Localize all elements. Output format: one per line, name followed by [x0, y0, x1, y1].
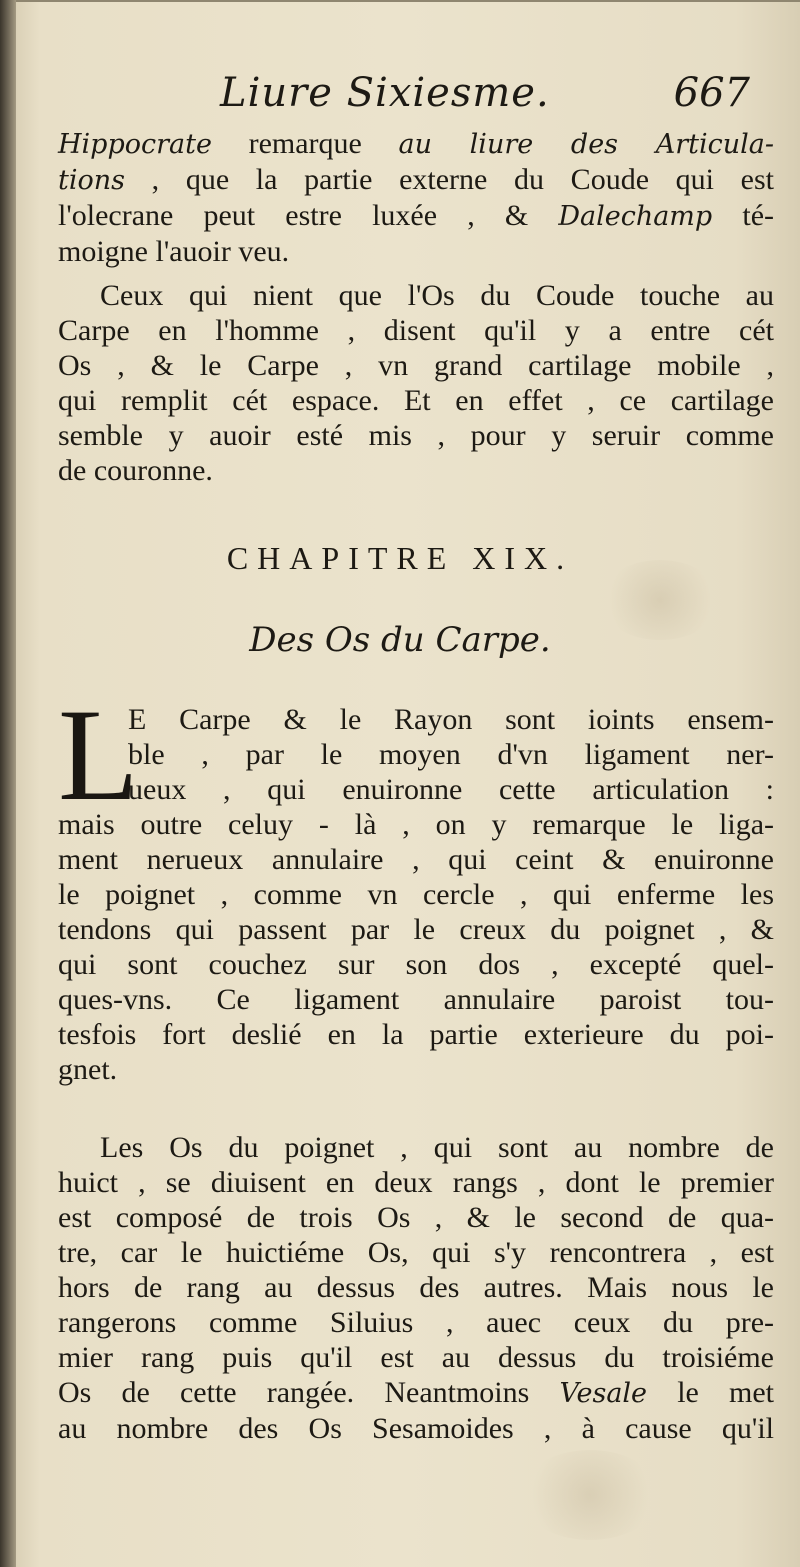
drop-cap: L — [58, 681, 139, 828]
chapter-heading: CHAPITRE XIX. — [226, 540, 574, 576]
chapter-subtitle: Des Os du Carpe. — [249, 620, 551, 660]
text-line: Carpe en l'homme , disent qu'il y a entre cét — [58, 314, 774, 347]
author-name: Hippocrate — [58, 129, 212, 160]
text-line: huict , se diuisent en deux rangs , dont le premier — [58, 1166, 774, 1199]
text-line: ble , par le moyen d'vn ligament ner- — [128, 738, 774, 771]
text-line: tre, car le huictiéme Os, qui s'y rencontrera , est — [58, 1236, 774, 1269]
text-line: hors de rang au dessus des autres. Mais nous le — [58, 1271, 774, 1304]
text-line: qui sont couchez sur son dos , excepté quel- — [58, 948, 774, 981]
paragraph-1 — [58, 126, 774, 269]
text-line: le poignet , comme vn cercle , qui enferme les — [58, 878, 774, 911]
text-line: tendons qui passent par le creux du poignet , & — [58, 913, 774, 946]
top-edge — [16, 0, 800, 2]
text-line: rangerons comme Siluius , auec ceux du pre- — [58, 1306, 774, 1339]
text-line: qui remplit cét espace. Et en effet , ce cartilage — [58, 384, 774, 417]
text-line: ueux , qui enuironne cette articulation : — [128, 773, 774, 806]
text-line: mier rang puis qu'il est au dessus du troisiéme — [58, 1341, 774, 1374]
text-line — [58, 198, 774, 234]
text-line: gnet. — [58, 1053, 118, 1086]
text-fragment: le met — [647, 1376, 774, 1409]
text-line: E Carpe & le Rayon sont ioints ensem- — [128, 703, 774, 736]
paragraph-2 — [58, 278, 774, 488]
paper-stain — [520, 1450, 660, 1540]
page-gutter — [0, 0, 16, 1567]
text-fragment: , que la partie externe du Coude qui est — [125, 163, 774, 196]
text-line — [58, 162, 774, 198]
text-line: Ceux qui nient que l'Os du Coude touche au — [100, 279, 774, 312]
text-line — [58, 1375, 774, 1411]
text-fragment: remarque — [211, 127, 399, 160]
text-line: est composé de trois Os , & le second de qua- — [58, 1201, 774, 1234]
work-title-cont: tions — [58, 165, 125, 196]
page-number: 667 — [673, 70, 750, 116]
running-head-title: Liure Sixiesme. — [220, 70, 550, 116]
text-line: ment nerueux annulaire , qui ceint & enuironne — [58, 843, 774, 876]
paragraph-3 — [58, 681, 774, 1087]
work-title: au liure des Articula- — [398, 129, 775, 160]
text-line: Les Os du poignet , qui sont au nombre de — [100, 1131, 774, 1164]
text-line: moigne l'auoir veu. — [58, 235, 290, 268]
paragraph-4 — [58, 1130, 774, 1446]
text-fragment: l'olecrane peut estre luxée , & — [58, 199, 559, 232]
text-line: Os , & le Carpe , vn grand cartilage mobile , — [58, 349, 774, 382]
author-name: Vesale — [559, 1378, 648, 1409]
text-line: mais outre celuy - là , on y remarque le liga- — [58, 808, 774, 841]
text-fragment: Os de cette rangée. Neantmoins — [58, 1376, 560, 1409]
text-line: au nombre des Os Sesamoides , à cause qu'il — [58, 1412, 774, 1445]
text-line: tesfois fort deslié en la partie exterieure du poi- — [58, 1018, 774, 1051]
text-line: de couronne. — [58, 454, 213, 487]
author-name: Dalechamp — [558, 201, 713, 232]
text-fragment: té- — [712, 199, 774, 232]
text-line — [58, 126, 774, 162]
text-line: ques-vns. Ce ligament annulaire paroist tou- — [58, 983, 774, 1016]
text-line: semble y auoir esté mis , pour y seruir comme — [58, 419, 774, 452]
running-head — [60, 70, 760, 130]
